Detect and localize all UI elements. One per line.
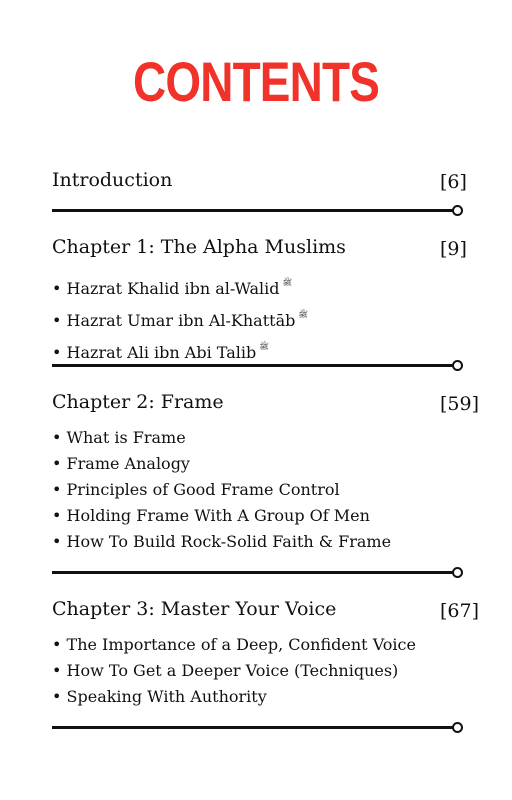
toc-item[interactable]: • What is Frame — [52, 428, 186, 447]
section-title: Chapter 1: The Alpha Muslims — [52, 236, 346, 258]
section-divider — [52, 364, 454, 367]
section-page-number: [6] — [440, 171, 467, 193]
toc-item[interactable]: • Hazrat Khalid ibn al-Walid $^ﷺ$ — [52, 278, 293, 298]
toc-section-introduction[interactable] — [52, 167, 482, 195]
toc-item[interactable]: • Speaking With Authority — [52, 687, 267, 706]
honorific-mark: ﷺ — [282, 278, 293, 287]
honorific-mark: ﷺ — [298, 310, 309, 319]
toc-item[interactable]: • Holding Frame With A Group Of Men — [52, 506, 370, 525]
section-items — [52, 425, 391, 555]
section-title: Chapter 2: Frame — [52, 391, 224, 413]
section-title: Introduction — [52, 169, 173, 191]
section-page-number: [67] — [440, 600, 480, 622]
honorific-mark: ﷺ — [259, 342, 269, 351]
toc-item[interactable]: • Frame Analogy — [52, 454, 190, 473]
divider-end-dot — [452, 205, 463, 216]
section-items — [52, 270, 308, 366]
section-page-number: [59] — [440, 393, 480, 415]
section-divider — [52, 209, 454, 212]
section-page-number: [9] — [440, 238, 467, 260]
toc-item[interactable]: • How To Get a Deeper Voice (Techniques) — [52, 661, 399, 680]
toc-item[interactable]: • Principles of Good Frame Control — [52, 480, 340, 499]
section-divider — [52, 726, 454, 729]
toc-item[interactable]: • Hazrat Umar ibn Al-Khattāb $^ﷺ$ — [52, 310, 309, 330]
toc-item[interactable]: • Hazrat Ali ibn Abi Talib $^ﷺ$ — [52, 342, 269, 362]
toc-section-chapter-3[interactable] — [52, 596, 482, 706]
toc-item[interactable]: • How To Build Rock-Solid Faith & Frame — [52, 532, 392, 551]
toc-section-chapter-2[interactable] — [52, 389, 482, 551]
toc-section-chapter-1[interactable] — [52, 234, 482, 362]
section-items — [52, 632, 416, 710]
page-title: CONTENTS — [133, 50, 379, 113]
divider-end-dot — [452, 567, 463, 578]
divider-end-dot — [452, 722, 463, 733]
divider-end-dot — [452, 360, 463, 371]
toc-item[interactable]: • The Importance of a Deep, Confident Voice — [52, 635, 416, 654]
section-title: Chapter 3: Master Your Voice — [52, 598, 337, 620]
section-divider — [52, 571, 454, 574]
